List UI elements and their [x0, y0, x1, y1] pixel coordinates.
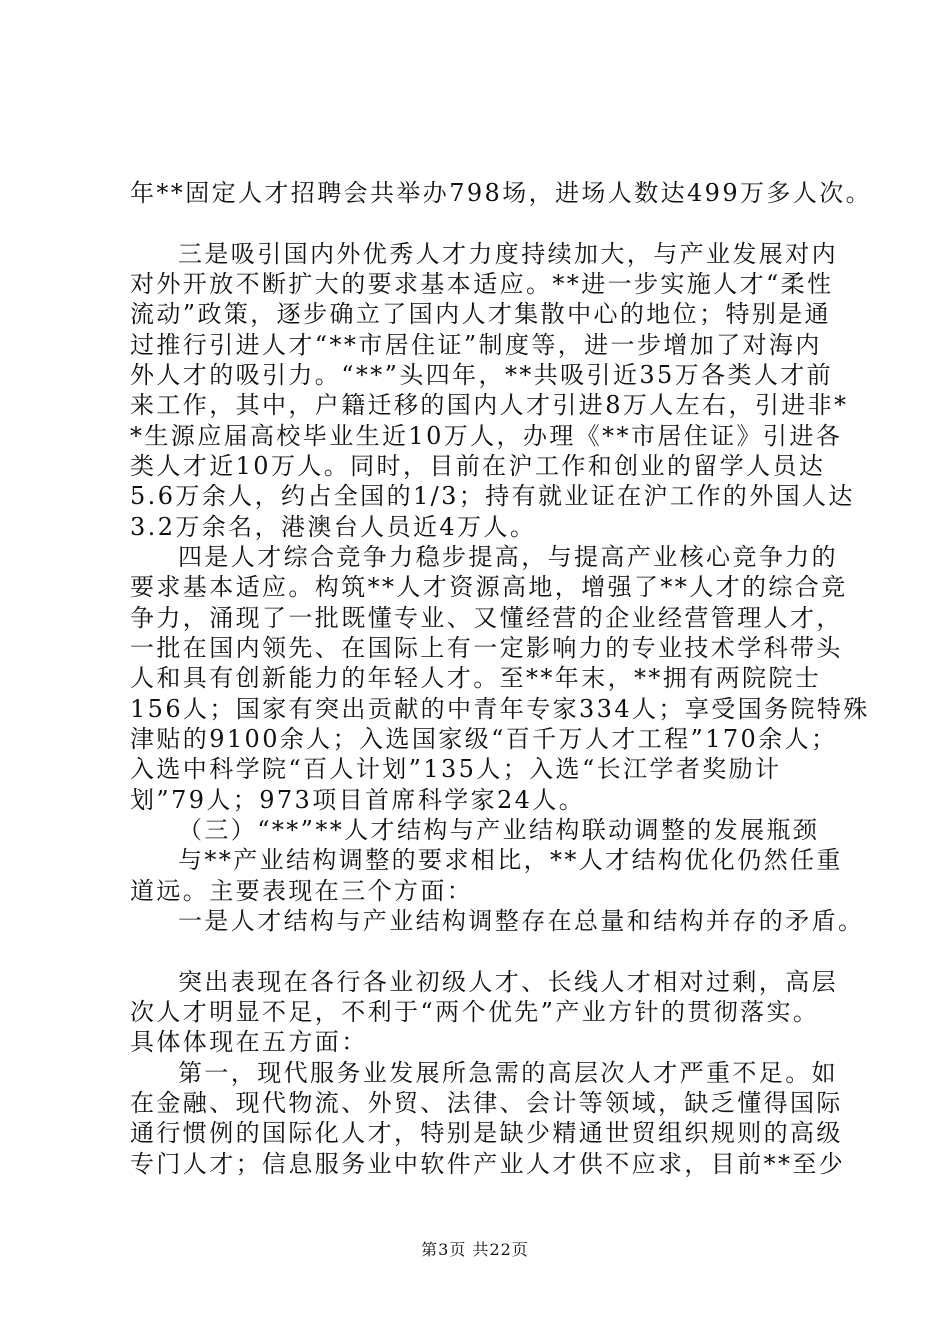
paragraph-line: 156人；国家有突出贡献的中青年专家334人；享受国务院特殊 [130, 695, 870, 723]
paragraph-line: *生源应届高校毕业生近10万人，办理《**市居住证》引进各 [130, 422, 843, 450]
paragraph-line: 一批在国内领先、在国际上有一定影响力的专业技术学科带头 [130, 634, 843, 662]
paragraph-line: 流动”政策，逐步确立了国内人才集散中心的地位；特别是通 [130, 300, 832, 328]
paragraph-line: 具体体现在五方面： [130, 1028, 368, 1056]
paragraph-line: 与**产业结构调整的要求相比，**人才结构优化仍然任重 [178, 846, 843, 874]
paragraph-line: 要求基本适应。构筑**人才资源高地，增强了**人才的综合竞 [130, 573, 848, 601]
paragraph-line: 第一，现代服务业发展所急需的高层次人才严重不足。如 [178, 1059, 838, 1087]
paragraph-line: 道远。主要表现在三个方面： [130, 877, 474, 905]
paragraph-line: 人和具有创新能力的年轻人才。至**年末，**拥有两院院士 [130, 664, 822, 692]
paragraph-line: 三是吸引国内外优秀人才力度持续加大，与产业发展对内 [178, 240, 838, 268]
paragraph-line: 通行惯例的国际化人才，特别是缺少精通世贸组织规则的高级 [130, 1119, 843, 1147]
paragraph-line: 3.2万余名，港澳台人员近4万人。 [130, 513, 537, 541]
paragraph-line: 津贴的9100余人；入选国家级“百千万人才工程”170余人； [130, 725, 838, 753]
paragraph-line: 年**固定人才招聘会共举办798场，进场人数达499万多人次。 [130, 179, 873, 207]
paragraph-line: 外人才的吸引力。“**”头四年，**共吸引近35万各类人才前 [130, 361, 834, 389]
paragraph-line: 专门人才；信息服务业中软件产业人才供不应求，目前**至少 [130, 1150, 846, 1178]
paragraph-line: 来工作，其中，户籍迁移的国内人才引进8万人左右，引进非* [130, 391, 849, 419]
paragraph-line: 5.6万余人，约占全国的1/3；持有就业证在沪工作的外国人达 [130, 482, 855, 510]
paragraph-line: 次人才明显不足，不利于“两个优先”产业方针的贯彻落实。 [130, 998, 820, 1026]
paragraph-line: 一是人才结构与产业结构调整存在总量和结构并存的矛盾。 [178, 907, 865, 935]
paragraph-line: 对外开放不断扩大的要求基本适应。**进一步实施人才“柔性 [130, 270, 834, 298]
paragraph-line: 四是人才综合竞争力稳步提高，与提高产业核心竞争力的 [178, 543, 838, 571]
paragraph-line: 入选中科学院“百人计划”135人；入选“长江学者奖励计 [130, 755, 782, 783]
paragraph-line: 突出表现在各行各业初级人才、长线人才相对过剩，高层 [178, 968, 838, 996]
section-heading: （三）“**”**人才结构与产业结构联动调整的发展瓶颈 [178, 816, 820, 844]
paragraph-line: 在金融、现代物流、外贸、法律、会计等领域，缺乏懂得国际 [130, 1089, 843, 1117]
page-number-footer: 第3页 共22页 [421, 1240, 529, 1259]
paragraph-line: 过推行引进人才“**市居住证”制度等，进一步增加了对海内 [130, 331, 822, 359]
paragraph-line: 类人才近10万人。同时，目前在沪工作和创业的留学人员达 [130, 452, 826, 480]
paragraph-line: 争力，涌现了一批既懂专业、又懂经营的企业经营管理人才， [130, 604, 843, 632]
paragraph-line: 划”79人；973项目首席科学家24人。 [130, 786, 586, 814]
